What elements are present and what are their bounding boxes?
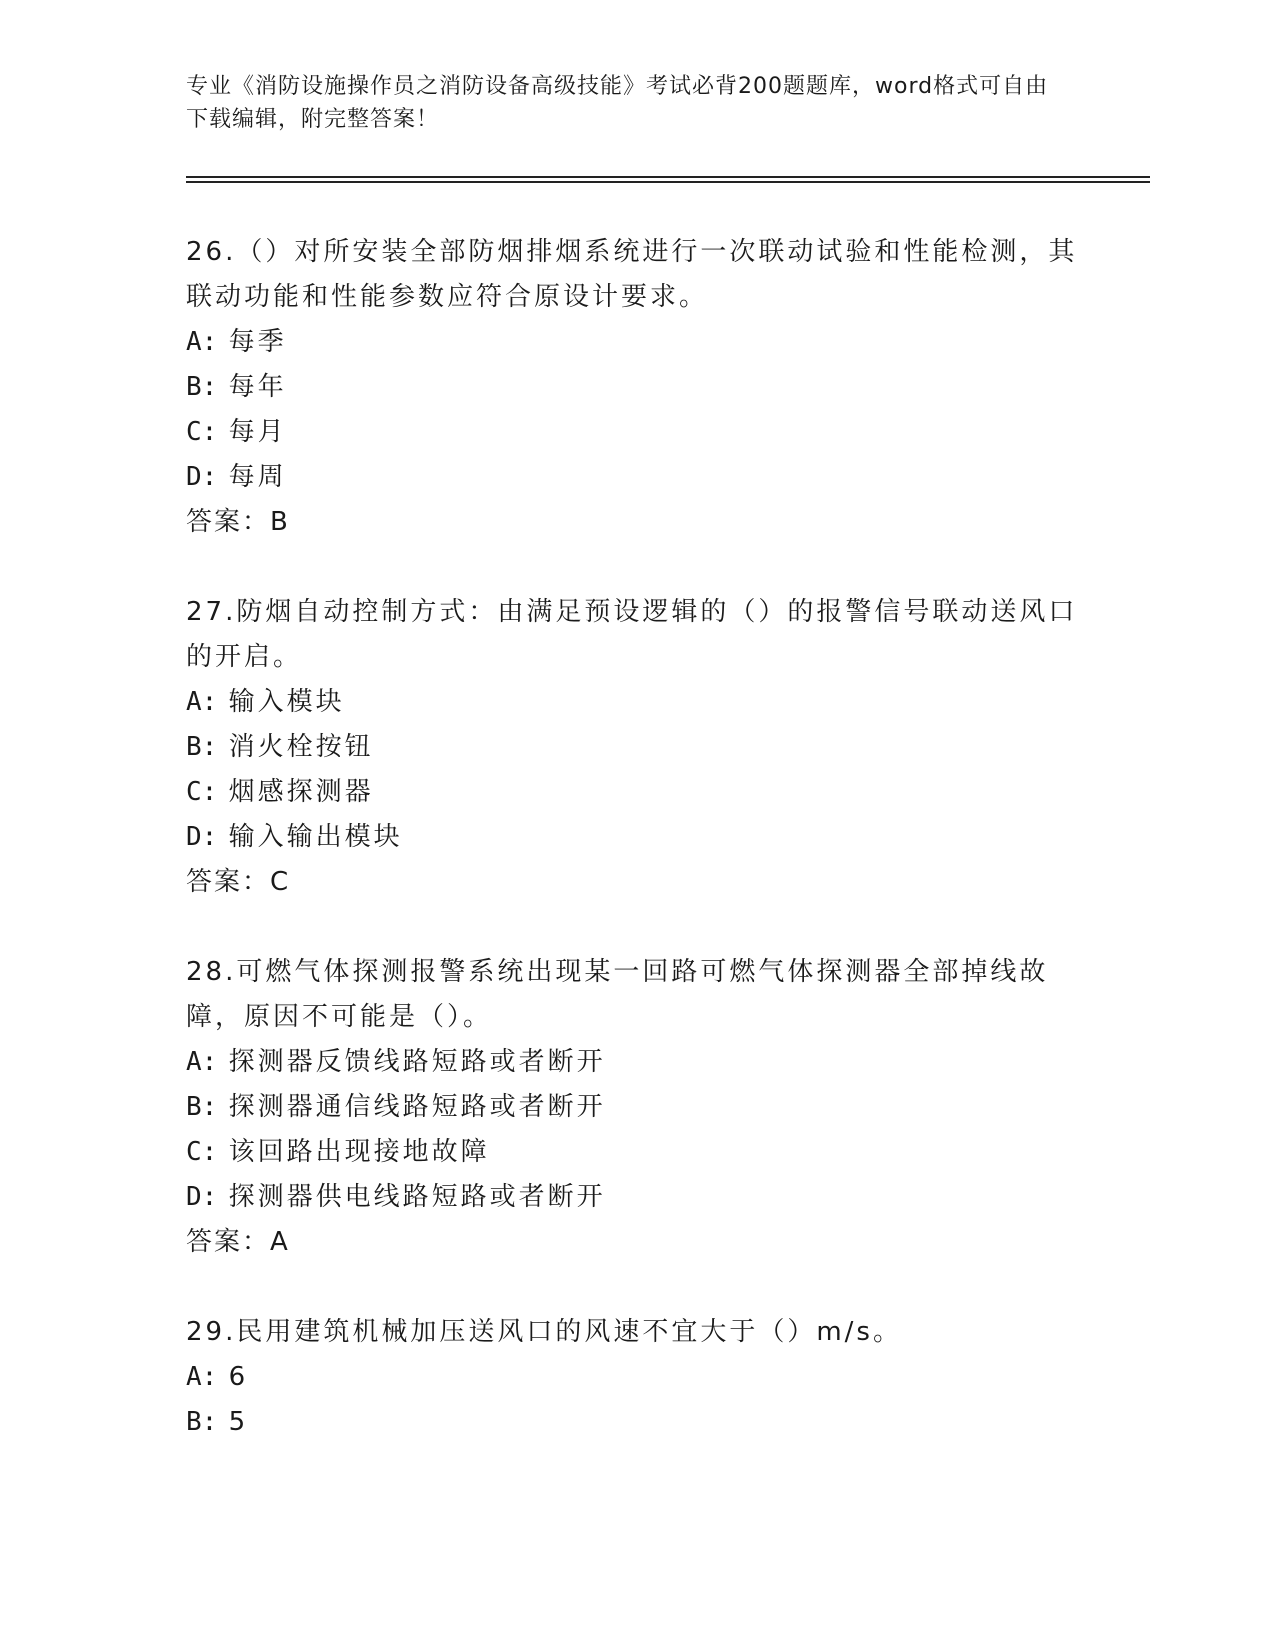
option-c <box>186 770 1086 815</box>
answer: 答案：A <box>186 1227 290 1257</box>
option-text: 消火栓按钮 <box>228 732 374 762</box>
option-letter: A: <box>186 327 218 357</box>
option-a <box>186 1040 1086 1085</box>
header-rule-top <box>186 176 1150 178</box>
option-a <box>186 1355 1086 1400</box>
question-stem: 27.防烟自动控制方式：由满足预设逻辑的（）的报警信号联动送风口的开启。 <box>186 597 1078 672</box>
question-27 <box>186 590 1086 905</box>
question-29 <box>186 1310 1086 1445</box>
option-text: 探测器通信线路短路或者断开 <box>228 1092 606 1122</box>
header-rule-bottom <box>186 181 1150 183</box>
option-d <box>186 455 1086 500</box>
option-a <box>186 320 1086 365</box>
question-stem: 26.（）对所安装全部防烟排烟系统进行一次联动试验和性能检测，其联动功能和性能参数应符合原设计要求。 <box>186 237 1078 312</box>
answer: 答案：B <box>186 507 290 537</box>
option-d <box>186 815 1086 860</box>
option-letter: D: <box>186 462 218 492</box>
option-b <box>186 365 1086 410</box>
document-header: 专业《消防设施操作员之消防设备高级技能》考试必背200题题库，word格式可自由下载编辑，附完整答案！ <box>186 74 1049 132</box>
option-letter: B: <box>186 1092 218 1122</box>
option-letter: C: <box>186 1137 218 1167</box>
option-letter: C: <box>186 777 218 807</box>
option-text: 每月 <box>228 417 287 447</box>
option-text: 每季 <box>228 327 287 357</box>
answer: 答案：C <box>186 867 291 897</box>
option-text: 烟感探测器 <box>228 777 374 807</box>
question-stem: 28.可燃气体探测报警系统出现某一回路可燃气体探测器全部掉线故障，原因不可能是（）。 <box>186 957 1049 1032</box>
option-text: 该回路出现接地故障 <box>228 1137 490 1167</box>
option-letter: B: <box>186 1407 218 1437</box>
option-letter: D: <box>186 1182 218 1212</box>
option-letter: C: <box>186 417 218 447</box>
option-text: 探测器供电线路短路或者断开 <box>228 1182 606 1212</box>
option-c <box>186 410 1086 455</box>
option-letter: A: <box>186 1362 218 1392</box>
option-text: 每年 <box>228 372 287 402</box>
option-c <box>186 1130 1086 1175</box>
option-b <box>186 1400 1086 1445</box>
option-text: 5 <box>228 1407 249 1437</box>
option-text: 探测器反馈线路短路或者断开 <box>228 1047 606 1077</box>
option-b <box>186 1085 1086 1130</box>
question-26 <box>186 230 1086 545</box>
option-text: 6 <box>228 1362 249 1392</box>
option-d <box>186 1175 1086 1220</box>
option-text: 输入输出模块 <box>228 822 403 852</box>
option-b <box>186 725 1086 770</box>
question-stem: 29.民用建筑机械加压送风口的风速不宜大于（）m/s。 <box>186 1317 902 1347</box>
option-letter: A: <box>186 1047 218 1077</box>
option-text: 输入模块 <box>228 687 345 717</box>
option-letter: D: <box>186 822 218 852</box>
question-28 <box>186 950 1086 1265</box>
option-letter: A: <box>186 687 218 717</box>
option-a <box>186 680 1086 725</box>
option-letter: B: <box>186 732 218 762</box>
option-text: 每周 <box>228 462 287 492</box>
option-letter: B: <box>186 372 218 402</box>
